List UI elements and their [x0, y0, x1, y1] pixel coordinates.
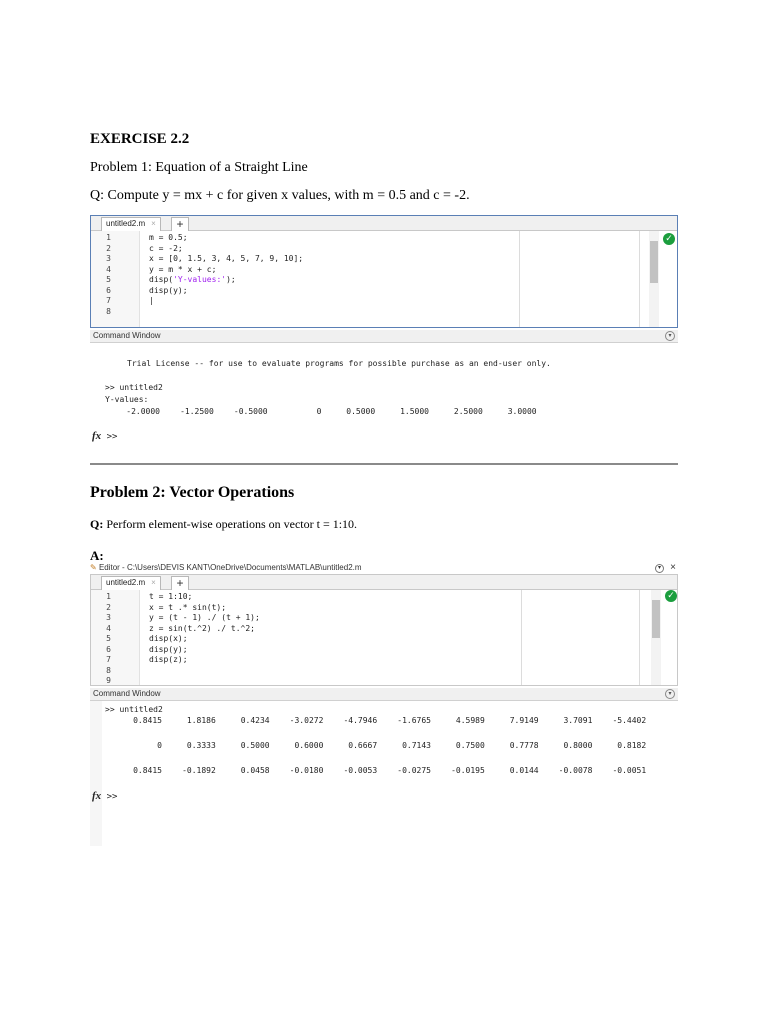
- line-number: 6: [106, 644, 111, 654]
- matrix-value: 1.8186: [186, 716, 216, 725]
- command-window-header: [90, 330, 678, 343]
- matrix-value: -4.7946: [343, 716, 378, 725]
- matrix-value: -0.0195: [451, 766, 485, 775]
- problem2-title: Problem 2: Vector Operations: [90, 484, 295, 501]
- code-line[interactable]: disp(y);: [149, 644, 188, 654]
- matrix-value: -1.6765: [397, 716, 431, 725]
- output-value: -0.5000: [233, 407, 268, 416]
- line-number: 4: [106, 264, 111, 274]
- editor-titlebar: [90, 562, 678, 574]
- code-line[interactable]: c = -2;: [149, 243, 183, 253]
- line-number: 1: [106, 233, 111, 242]
- close-icon[interactable]: ×: [670, 562, 676, 573]
- margin-divider: [639, 231, 640, 327]
- problem2-question: [90, 517, 357, 532]
- command-window-title: Command Window: [93, 689, 161, 698]
- scrollbar-thumb[interactable]: [650, 241, 658, 283]
- tab-untitled2[interactable]: [101, 217, 161, 231]
- fx-prompt[interactable]: [92, 790, 117, 802]
- code-line[interactable]: y = (t - 1) ./ (t + 1);: [149, 613, 260, 622]
- matrix-value: 3.7091: [563, 716, 593, 725]
- matrix-value: 0.3333: [186, 741, 216, 750]
- command-window-title: Command Window: [93, 331, 161, 340]
- line-number: 8: [106, 306, 111, 316]
- matrix-value: 0.8000: [563, 741, 593, 750]
- vertical-scrollbar[interactable]: [649, 231, 659, 327]
- matrix-value: 4.5989: [455, 716, 485, 725]
- matrix-value: 0.5000: [240, 741, 270, 750]
- matrix-value: 0.7500: [455, 741, 485, 750]
- code-line[interactable]: x = t .* sin(t);: [149, 602, 227, 612]
- question-label: Q:: [90, 517, 104, 531]
- code-line[interactable]: disp(y);: [149, 285, 188, 295]
- close-icon[interactable]: ×: [151, 219, 156, 228]
- line-number: 6: [106, 285, 111, 295]
- code-line[interactable]: disp(z);: [149, 655, 188, 664]
- margin-divider: [639, 590, 640, 685]
- close-icon[interactable]: ×: [151, 578, 156, 587]
- line-number: 3: [106, 254, 111, 263]
- question-text: Perform element-wise operations on vector t = 1:10.: [106, 517, 358, 531]
- command-prompt-line: >> untitled2: [105, 383, 163, 392]
- fx-prompt-text: >>: [106, 432, 118, 442]
- matrix-value: 0.8415: [133, 716, 162, 725]
- matrix-value: 0.7778: [509, 741, 539, 750]
- matrix-value: 0: [157, 741, 162, 750]
- matrix-value: -3.0272: [289, 716, 324, 725]
- matrix-value: 0.4234: [240, 716, 270, 725]
- check-circle-icon: ✓: [663, 233, 675, 245]
- output-value: -2.0000: [126, 407, 160, 416]
- output-value: 3.0000: [507, 407, 537, 416]
- output-value: 0: [316, 407, 322, 416]
- matrix-value: -0.0053: [343, 766, 378, 775]
- editor-panel-1: [90, 215, 678, 328]
- exercise-title: EXERCISE 2.2: [90, 131, 190, 147]
- command-prompt-line: >> untitled2: [105, 705, 163, 714]
- fx-icon: fx: [92, 430, 102, 442]
- editor-tabbar: [91, 575, 677, 590]
- check-circle-icon: ✓: [665, 590, 677, 602]
- editor-tabbar: [91, 216, 677, 231]
- code-line[interactable]: disp(x);: [149, 634, 188, 643]
- code-line[interactable]: y = m * x + c;: [149, 264, 217, 274]
- tab-label: untitled2.m: [106, 219, 146, 228]
- license-text: Trial License -- for use to evaluate programs for possible purchase as an end-user only.: [127, 359, 551, 368]
- problem1-question: Q: Compute y = mx + c for given x values, with m = 0.5 and c = -2.: [90, 188, 470, 203]
- matrix-value: 0.8415: [133, 766, 162, 775]
- vertical-scrollbar[interactable]: [651, 590, 661, 685]
- line-number: 7: [106, 296, 111, 305]
- line-number: 5: [106, 634, 111, 643]
- line-number: 3: [106, 613, 111, 622]
- chevron-circle-icon[interactable]: ▾: [655, 564, 664, 573]
- scrollbar-thumb[interactable]: [652, 600, 660, 638]
- fx-prompt[interactable]: [92, 430, 117, 442]
- command-window-header: [90, 688, 678, 701]
- output-value: 1.5000: [400, 407, 429, 416]
- add-tab-button[interactable]: +: [171, 576, 189, 590]
- line-number: 9: [106, 676, 111, 685]
- answer-label: A:: [90, 548, 104, 563]
- add-tab-button[interactable]: +: [171, 217, 189, 231]
- right-margin-line: [521, 590, 522, 685]
- code-line[interactable]: m = 0.5;: [149, 233, 188, 242]
- matrix-value: -5.4402: [612, 716, 647, 725]
- matrix-value: -0.0180: [289, 766, 324, 775]
- code-line[interactable]: z = sin(t.^2) ./ t.^2;: [149, 623, 255, 633]
- code-line[interactable]: t = 1:10;: [149, 592, 193, 601]
- editor-panel-2: [90, 574, 678, 686]
- matrix-value: 0.0144: [509, 766, 539, 775]
- matrix-value: 0.6000: [294, 741, 324, 750]
- editor-path: Editor - C:\Users\DEVIS KANT\OneDrive\Documents\MATLAB\untitled2.m: [98, 563, 362, 572]
- matrix-value: -0.0051: [612, 766, 647, 775]
- matrix-value: -0.0078: [558, 766, 593, 775]
- code-line[interactable]: |: [149, 296, 154, 305]
- matrix-value: 0.6667: [348, 741, 378, 750]
- matrix-value: 0.8182: [617, 741, 647, 750]
- line-number: 8: [106, 665, 111, 675]
- chevron-circle-icon[interactable]: ▾: [665, 689, 675, 699]
- output-value: 0.5000: [346, 407, 376, 416]
- matrix-value: -0.0275: [397, 766, 431, 775]
- output-label: Y-values:: [105, 395, 149, 404]
- line-number: 1: [106, 592, 111, 601]
- output-value: -1.2500: [180, 407, 214, 416]
- matrix-value: 0.0458: [240, 766, 270, 775]
- line-gutter: [91, 231, 140, 327]
- output-value: 2.5000: [453, 407, 483, 416]
- command-window-1[interactable]: [90, 330, 678, 465]
- matrix-value: 7.9149: [509, 716, 539, 725]
- fx-icon: fx: [92, 790, 102, 802]
- line-number: 2: [106, 602, 111, 612]
- tab-label: untitled2.m: [106, 578, 146, 587]
- code-line[interactable]: x = [0, 1.5, 3, 4, 5, 7, 9, 10];: [149, 254, 304, 263]
- pencil-icon: ✎: [90, 563, 97, 572]
- problem1-title: Problem 1: Equation of a Straight Line: [90, 160, 308, 175]
- matrix-value: 0.7143: [402, 741, 431, 750]
- code-line[interactable]: disp('Y-values:');: [149, 275, 236, 284]
- line-number: 4: [106, 623, 111, 633]
- tab-untitled2[interactable]: [101, 576, 161, 590]
- line-number: 5: [106, 275, 111, 284]
- line-number: 7: [106, 655, 111, 664]
- line-gutter: [91, 590, 140, 685]
- chevron-circle-icon[interactable]: ▾: [665, 331, 675, 341]
- right-margin-line: [519, 231, 520, 327]
- line-number: 2: [106, 243, 111, 253]
- fx-prompt-text: >>: [106, 792, 118, 802]
- command-window-2[interactable]: [90, 688, 678, 846]
- matrix-value: -0.1892: [182, 766, 216, 775]
